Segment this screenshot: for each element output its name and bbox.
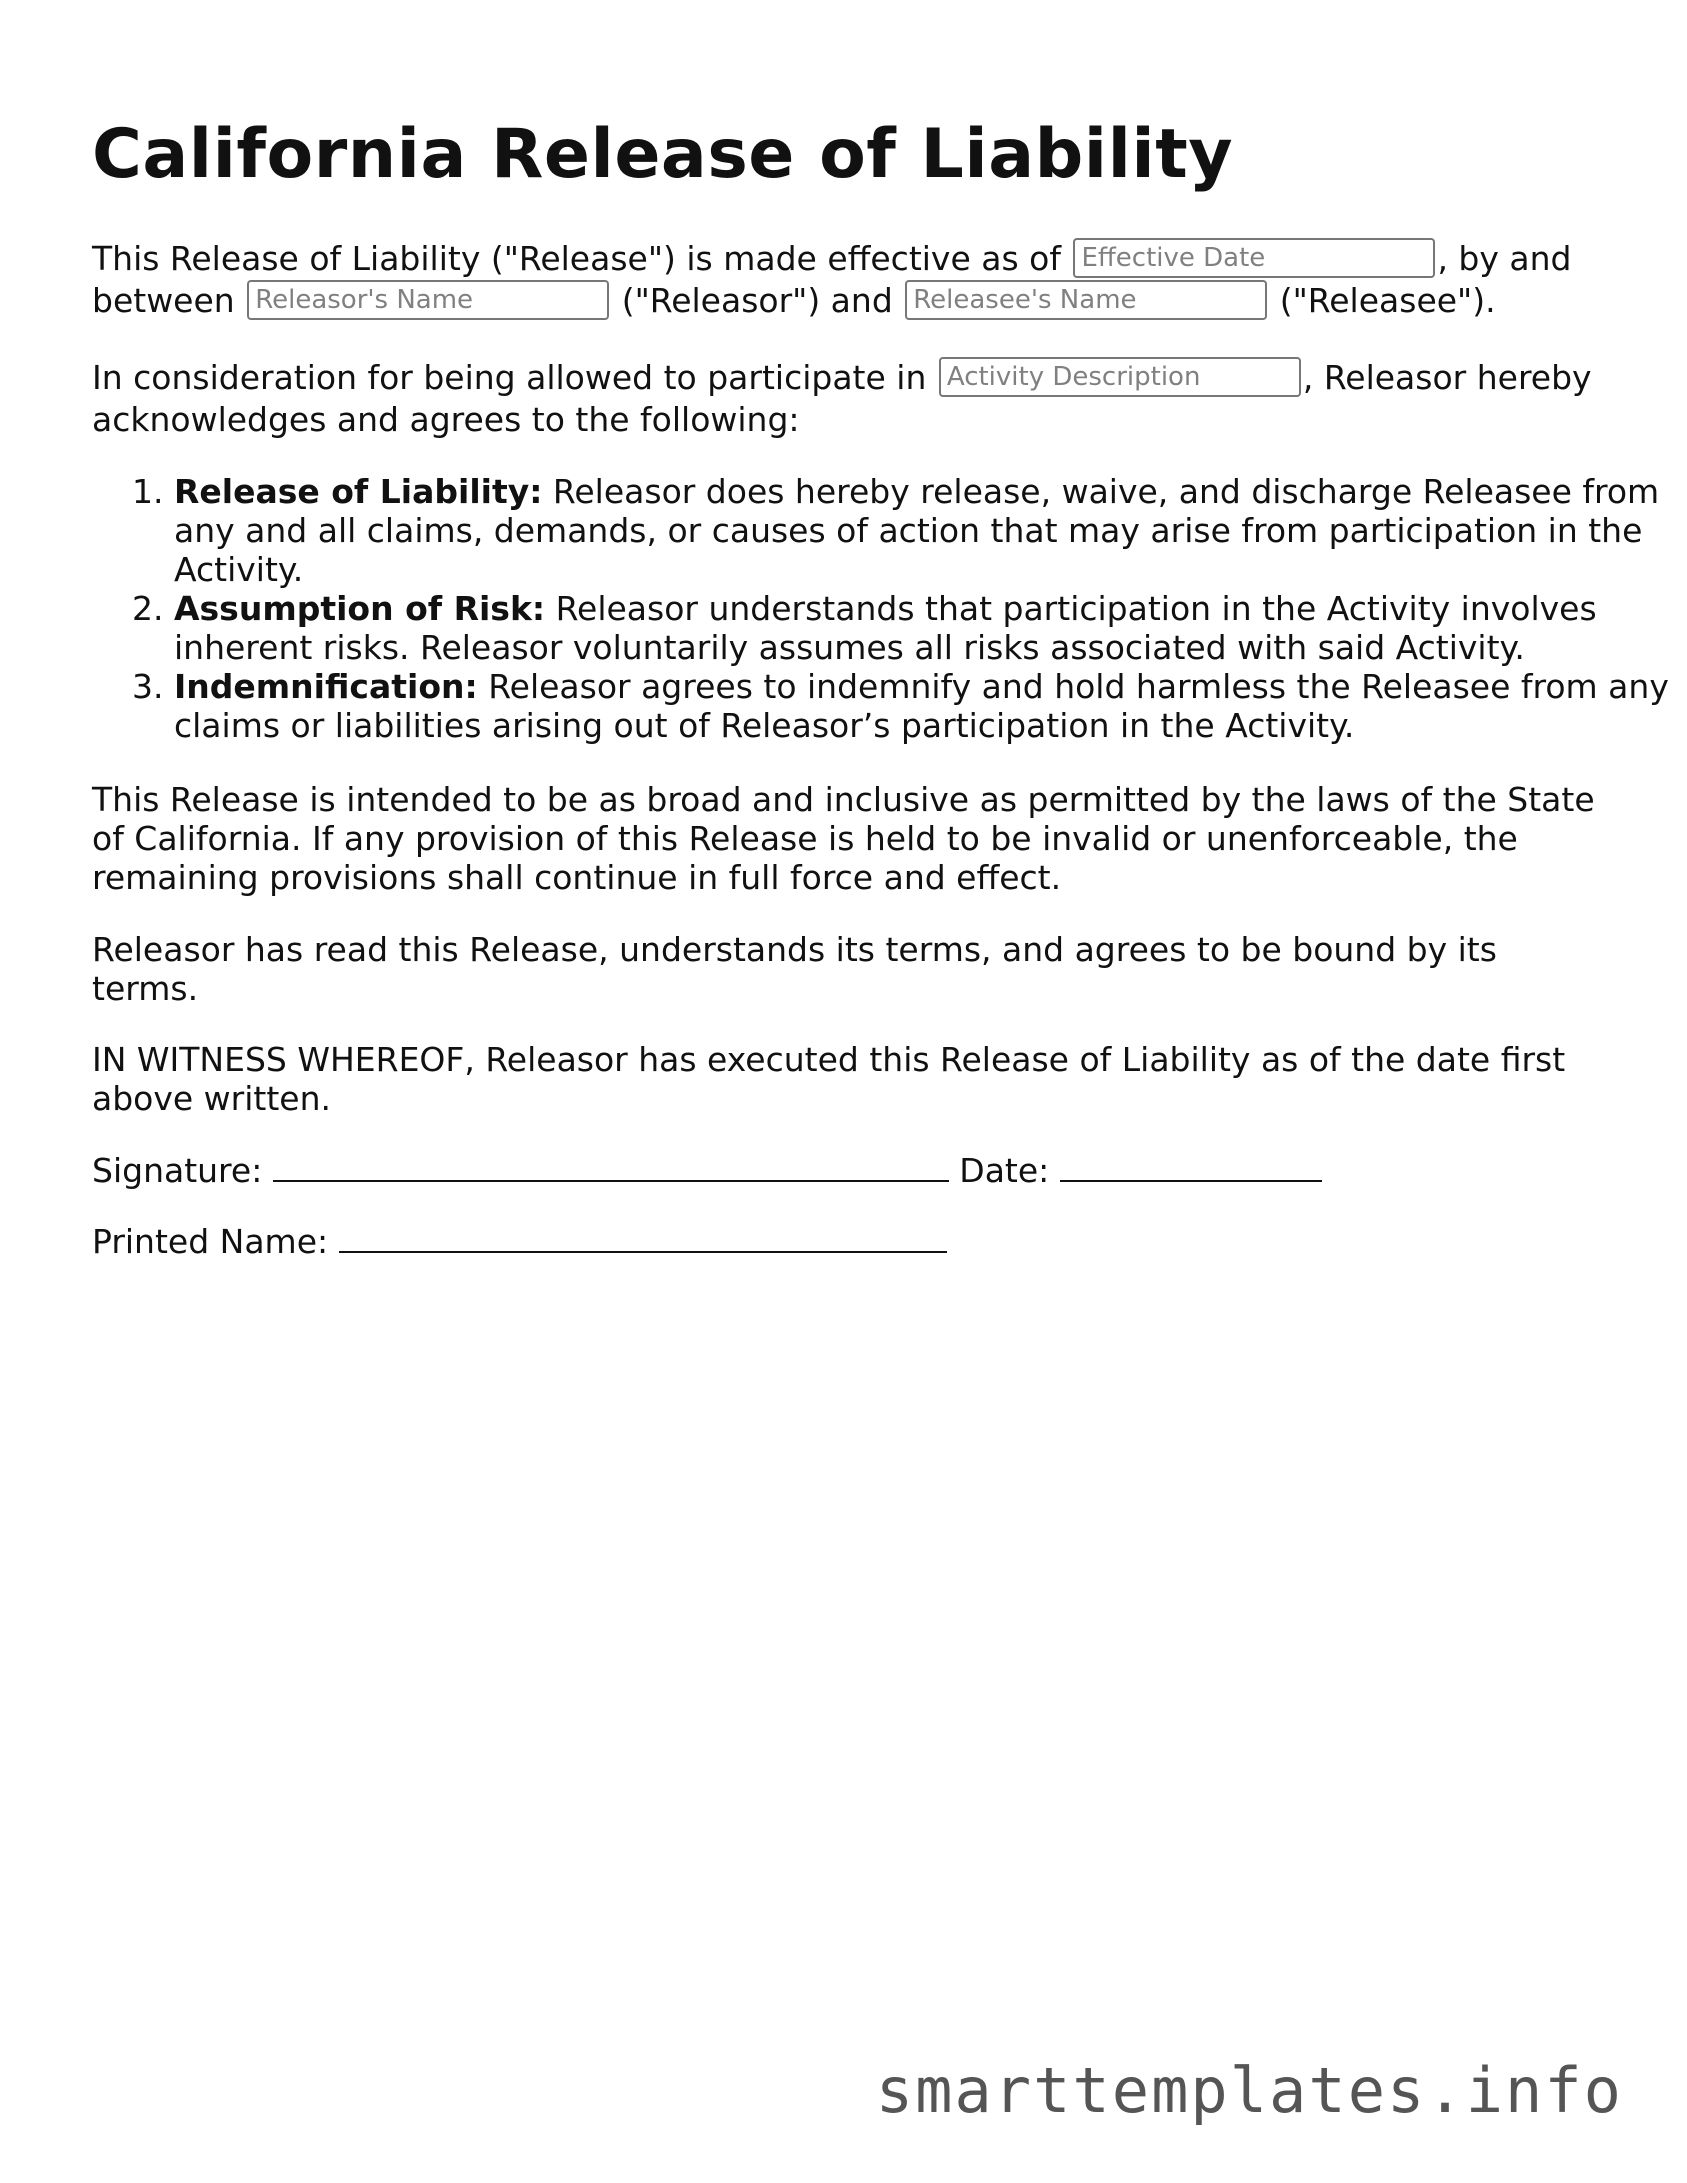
- witness-paragraph: IN WITNESS WHEREOF, Releasor has executed this Release of Liability as of the date first above written.: [92, 1040, 1566, 1118]
- term-body: Releasor agrees to indemnify and hold harmless the Releasee from any claims or liabilities arising out of Releasor’s participation in the Activity.: [174, 667, 1669, 745]
- terms-list: [92, 472, 1684, 745]
- consideration-text-2: , Releasor hereby acknowledges and agrees to the following:: [92, 358, 1592, 439]
- consideration-text-1: In consideration for being allowed to participate in: [92, 358, 937, 397]
- term-item-indemnification: [174, 667, 1684, 745]
- releasee-name-field[interactable]: [905, 280, 1267, 320]
- signature-line[interactable]: [273, 1150, 949, 1182]
- consideration-paragraph: [92, 357, 1602, 441]
- term-heading: Indemnification:: [174, 667, 478, 706]
- term-heading: Assumption of Risk:: [174, 589, 546, 628]
- intro-text-2: , by and between: [92, 239, 1572, 320]
- document-title: California Release of Liability: [92, 115, 1234, 194]
- term-body: Releasor understands that participation in the Activity involves inherent risks. Releasor voluntarily assumes all risks associated with said Activity.: [174, 589, 1597, 667]
- activity-description-field[interactable]: [939, 357, 1301, 397]
- signature-row: [92, 1150, 1322, 1192]
- intro-text-3: ("Releasor") and: [611, 281, 904, 320]
- intro-text-1: This Release of Liability ("Release") is made effective as of: [92, 239, 1072, 278]
- releasor-name-field[interactable]: [247, 280, 609, 320]
- intro-text-4: ("Releasee").: [1269, 281, 1496, 320]
- term-item-assumption: [174, 589, 1684, 667]
- scope-paragraph: This Release is intended to be as broad and inclusive as permitted by the laws of the State of California. If any provision of this Release is held to be invalid or unenforceable, the remaining provisions shall continue in full force and effect.: [92, 780, 1595, 897]
- effective-date-field[interactable]: [1073, 238, 1435, 278]
- date-label: Date:: [948, 1151, 1060, 1190]
- date-line[interactable]: [1060, 1150, 1322, 1182]
- printed-name-label: Printed Name:: [92, 1222, 339, 1261]
- term-heading: Release of Liability:: [174, 472, 543, 511]
- term-item-release: [174, 472, 1684, 589]
- printed-name-row: [92, 1221, 947, 1263]
- acknowledgement-paragraph: Releasor has read this Release, understands its terms, and agrees to be bound by its terms.: [92, 930, 1497, 1008]
- intro-paragraph: [92, 238, 1602, 322]
- signature-label: Signature:: [92, 1151, 273, 1190]
- term-body: Releasor does hereby release, waive, and discharge Releasee from any and all claims, demands, or causes of action that may arise from participation in the Activity.: [174, 472, 1660, 589]
- printed-name-line[interactable]: [339, 1221, 947, 1253]
- watermark: smarttemplates.info: [875, 2054, 1623, 2127]
